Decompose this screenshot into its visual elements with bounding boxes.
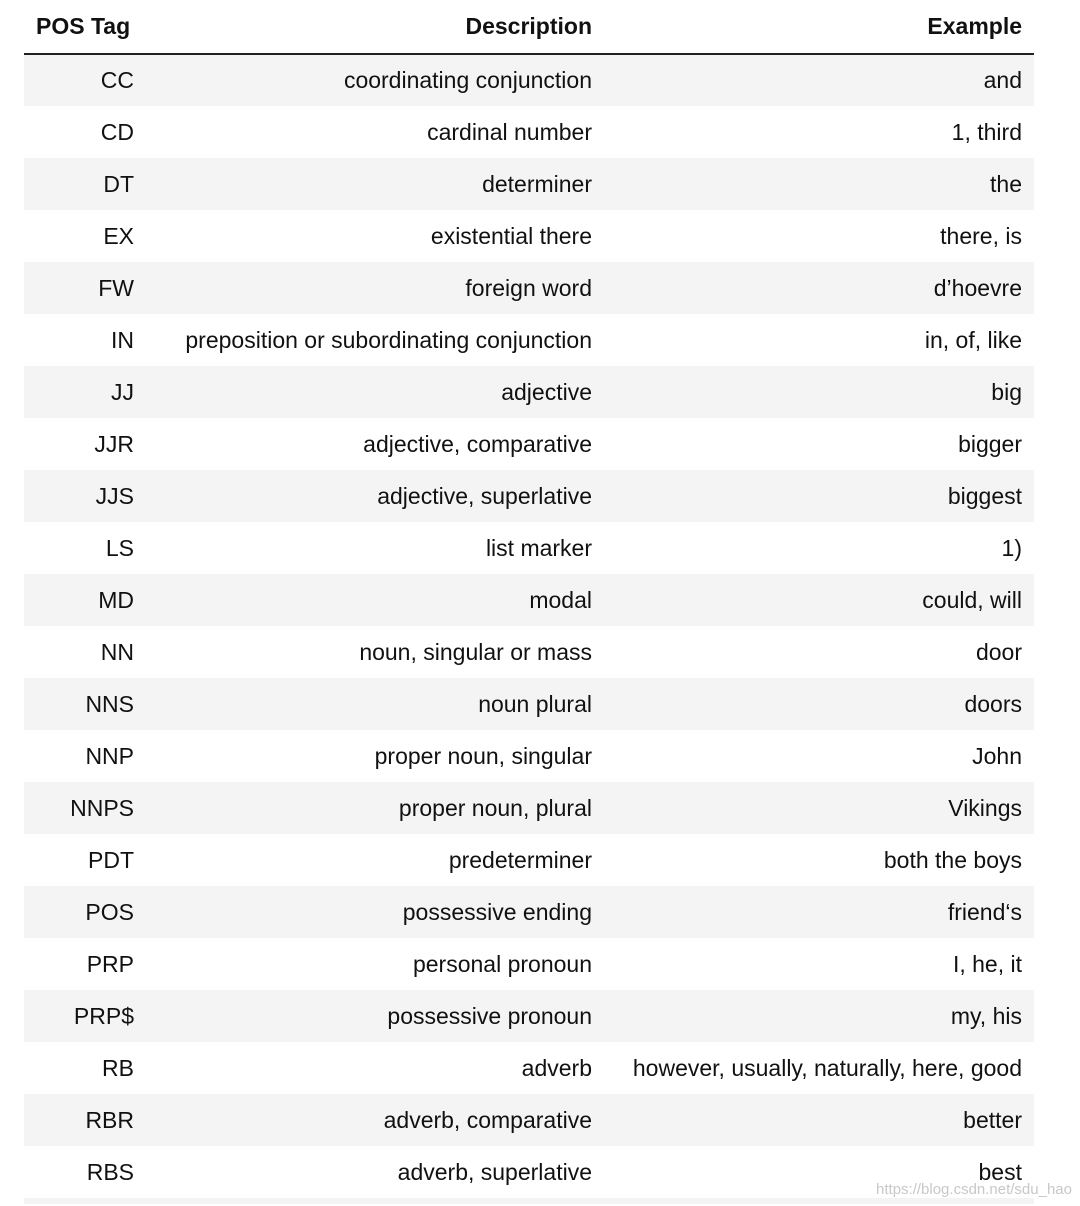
example-cell: better (604, 1094, 1034, 1146)
example-cell: the (604, 158, 1034, 210)
pos-tag-cell: NNS (24, 678, 146, 730)
description-cell: noun, singular or mass (146, 626, 604, 678)
pos-tag-cell: RBS (24, 1146, 146, 1198)
table-row (24, 54, 1034, 106)
description-cell: adjective (146, 366, 604, 418)
pos-tag-table (24, 0, 1034, 1204)
description-cell: existential there (146, 210, 604, 262)
description-cell: adjective, comparative (146, 418, 604, 470)
example-cell: there, is (604, 210, 1034, 262)
pos-tag-cell: EX (24, 210, 146, 262)
example-cell: door (604, 626, 1034, 678)
pos-tag-cell: FW (24, 262, 146, 314)
example-cell: and (604, 54, 1034, 106)
example-cell: John (604, 730, 1034, 782)
table-row (24, 574, 1034, 626)
pos-tag-cell: PRP (24, 938, 146, 990)
example-cell: however, usually, naturally, here, good (604, 1042, 1034, 1094)
table-row (24, 262, 1034, 314)
table-row (24, 314, 1034, 366)
example-cell: my, his (604, 990, 1034, 1042)
example-cell: in, of, like (604, 314, 1034, 366)
description-cell: adverb (146, 1042, 604, 1094)
table-row (24, 938, 1034, 990)
example-cell: 1, third (604, 106, 1034, 158)
header-description: Description (146, 0, 604, 54)
example-cell: friend‘s (604, 886, 1034, 938)
empty-cell (24, 1198, 146, 1204)
pos-tag-cell: NNP (24, 730, 146, 782)
description-cell: cardinal number (146, 106, 604, 158)
description-cell: possessive pronoun (146, 990, 604, 1042)
example-cell: bigger (604, 418, 1034, 470)
pos-tag-cell: RBR (24, 1094, 146, 1146)
table-row-cut-off (24, 1198, 1034, 1204)
pos-tag-cell: PDT (24, 834, 146, 886)
pos-tag-cell: PRP$ (24, 990, 146, 1042)
description-cell: list marker (146, 522, 604, 574)
example-cell: 1) (604, 522, 1034, 574)
description-cell: proper noun, plural (146, 782, 604, 834)
example-cell: both the boys (604, 834, 1034, 886)
pos-tag-cell: RB (24, 1042, 146, 1094)
table-row (24, 158, 1034, 210)
table-row (24, 834, 1034, 886)
description-cell: adverb, comparative (146, 1094, 604, 1146)
table-row (24, 210, 1034, 262)
table-header-row (24, 0, 1034, 54)
header-pos-tag: POS Tag (24, 0, 146, 54)
table-row (24, 626, 1034, 678)
header-example: Example (604, 0, 1034, 54)
table-row (24, 1042, 1034, 1094)
description-cell: noun plural (146, 678, 604, 730)
description-cell: preposition or subordinating conjunction (146, 314, 604, 366)
pos-tag-cell: CC (24, 54, 146, 106)
empty-cell (604, 1198, 1034, 1204)
pos-tag-cell: MD (24, 574, 146, 626)
example-cell: big (604, 366, 1034, 418)
example-cell: Vikings (604, 782, 1034, 834)
pos-tag-cell: JJ (24, 366, 146, 418)
pos-tag-cell: NNPS (24, 782, 146, 834)
table-row (24, 522, 1034, 574)
pos-tag-cell: JJS (24, 470, 146, 522)
description-cell: predeterminer (146, 834, 604, 886)
pos-tag-cell: IN (24, 314, 146, 366)
table-row (24, 678, 1034, 730)
example-cell: d’hoevre (604, 262, 1034, 314)
description-cell: adverb, superlative (146, 1146, 604, 1198)
description-cell: coordinating conjunction (146, 54, 604, 106)
table-row (24, 366, 1034, 418)
pos-tag-cell: DT (24, 158, 146, 210)
description-cell: modal (146, 574, 604, 626)
example-cell: best (604, 1146, 1034, 1198)
table-row (24, 782, 1034, 834)
table-row (24, 106, 1034, 158)
description-cell: personal pronoun (146, 938, 604, 990)
description-cell: adjective, superlative (146, 470, 604, 522)
table-row (24, 990, 1034, 1042)
example-cell: doors (604, 678, 1034, 730)
description-cell: possessive ending (146, 886, 604, 938)
pos-tag-cell: JJR (24, 418, 146, 470)
watermark: https://blog.csdn.net/sdu_hao (876, 1181, 1072, 1198)
pos-tag-cell: CD (24, 106, 146, 158)
description-cell: foreign word (146, 262, 604, 314)
table-row (24, 470, 1034, 522)
description-cell: proper noun, singular (146, 730, 604, 782)
example-cell: biggest (604, 470, 1034, 522)
empty-cell (146, 1198, 604, 1204)
pos-tag-cell: NN (24, 626, 146, 678)
pos-tag-cell: POS (24, 886, 146, 938)
example-cell: I, he, it (604, 938, 1034, 990)
example-cell: could, will (604, 574, 1034, 626)
pos-tag-cell: LS (24, 522, 146, 574)
table-row (24, 730, 1034, 782)
table-row (24, 886, 1034, 938)
table-row (24, 1094, 1034, 1146)
table-row (24, 418, 1034, 470)
description-cell: determiner (146, 158, 604, 210)
